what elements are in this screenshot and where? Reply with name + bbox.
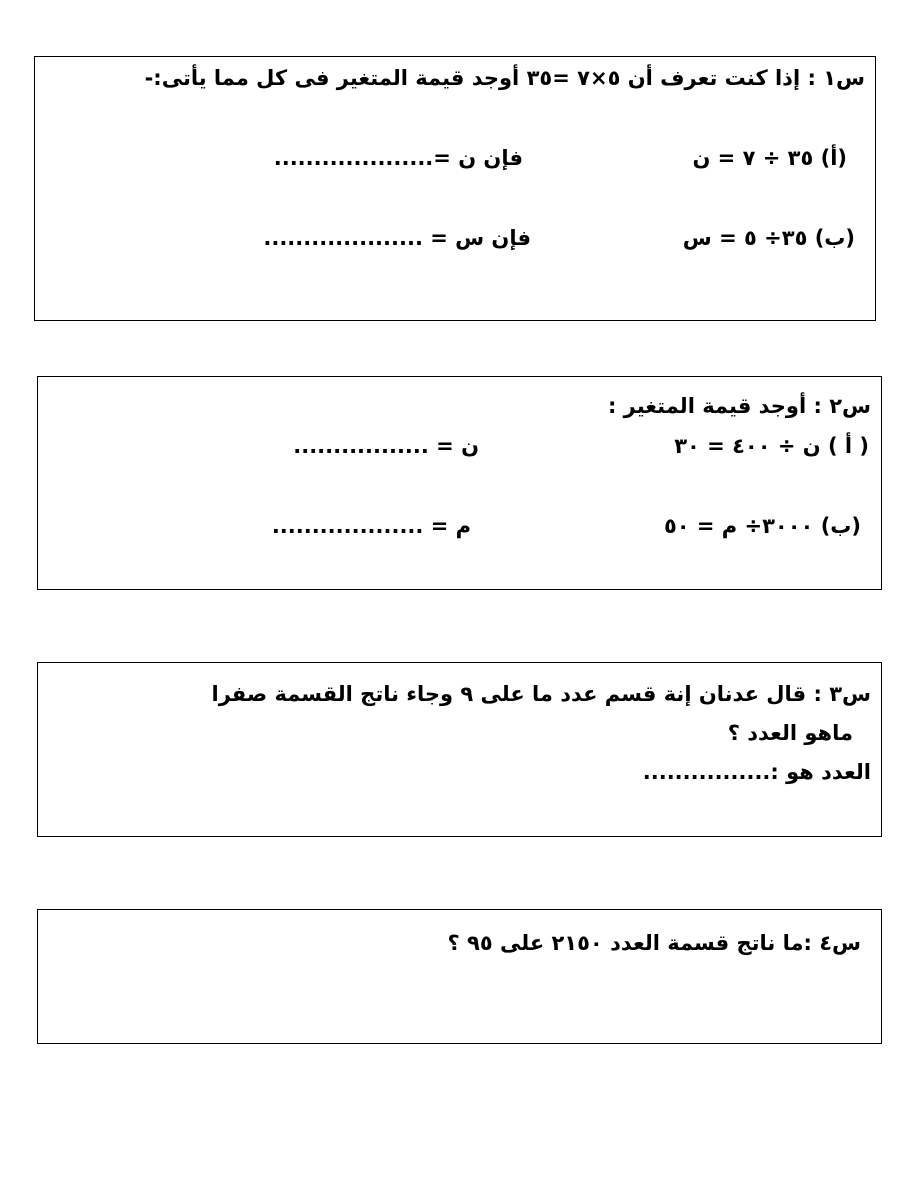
question-3-line-3: العدد هو :................ bbox=[642, 760, 871, 784]
question-1-box bbox=[34, 56, 876, 321]
question-3-line-2: ماهو العدد ؟ bbox=[727, 721, 853, 745]
question-1-a-answer: فإن ن =.................... bbox=[273, 146, 523, 170]
question-2-box bbox=[37, 376, 882, 590]
question-1-b-equation: (ب) ٣٥÷ ٥ = س bbox=[682, 226, 855, 250]
question-2-b-answer: م = ................... bbox=[271, 514, 471, 538]
question-2-a-answer: ن = ................. bbox=[293, 434, 479, 458]
question-2-b-equation: (ب) ٣٠٠٠÷ م = ٥٠ bbox=[663, 514, 861, 538]
question-2-a-equation: ( أ ) ن ÷ ٤٠٠ = ٣٠ bbox=[674, 434, 869, 458]
question-4-title: س٤ :ما ناتج قسمة العدد ٢١٥٠ على ٩٥ ؟ bbox=[447, 931, 861, 955]
question-1-title: س١ : إذا كنت تعرف أن ٥×٧ =٣٥ أوجد قيمة المتغير فى كل مما يأتى:- bbox=[144, 66, 865, 90]
question-1-a-equation: (أ) ٣٥ ÷ ٧ = ن bbox=[692, 146, 847, 170]
question-4-box bbox=[37, 909, 882, 1044]
question-2-title: س٢ : أوجد قيمة المتغير : bbox=[607, 394, 871, 418]
question-1-b-answer: فإن س = .................... bbox=[263, 226, 531, 250]
question-3-title: س٣ : قال عدنان إنة قسم عدد ما على ٩ وجاء ناتج القسمة صفرا bbox=[211, 682, 871, 706]
question-3-box bbox=[37, 662, 882, 837]
